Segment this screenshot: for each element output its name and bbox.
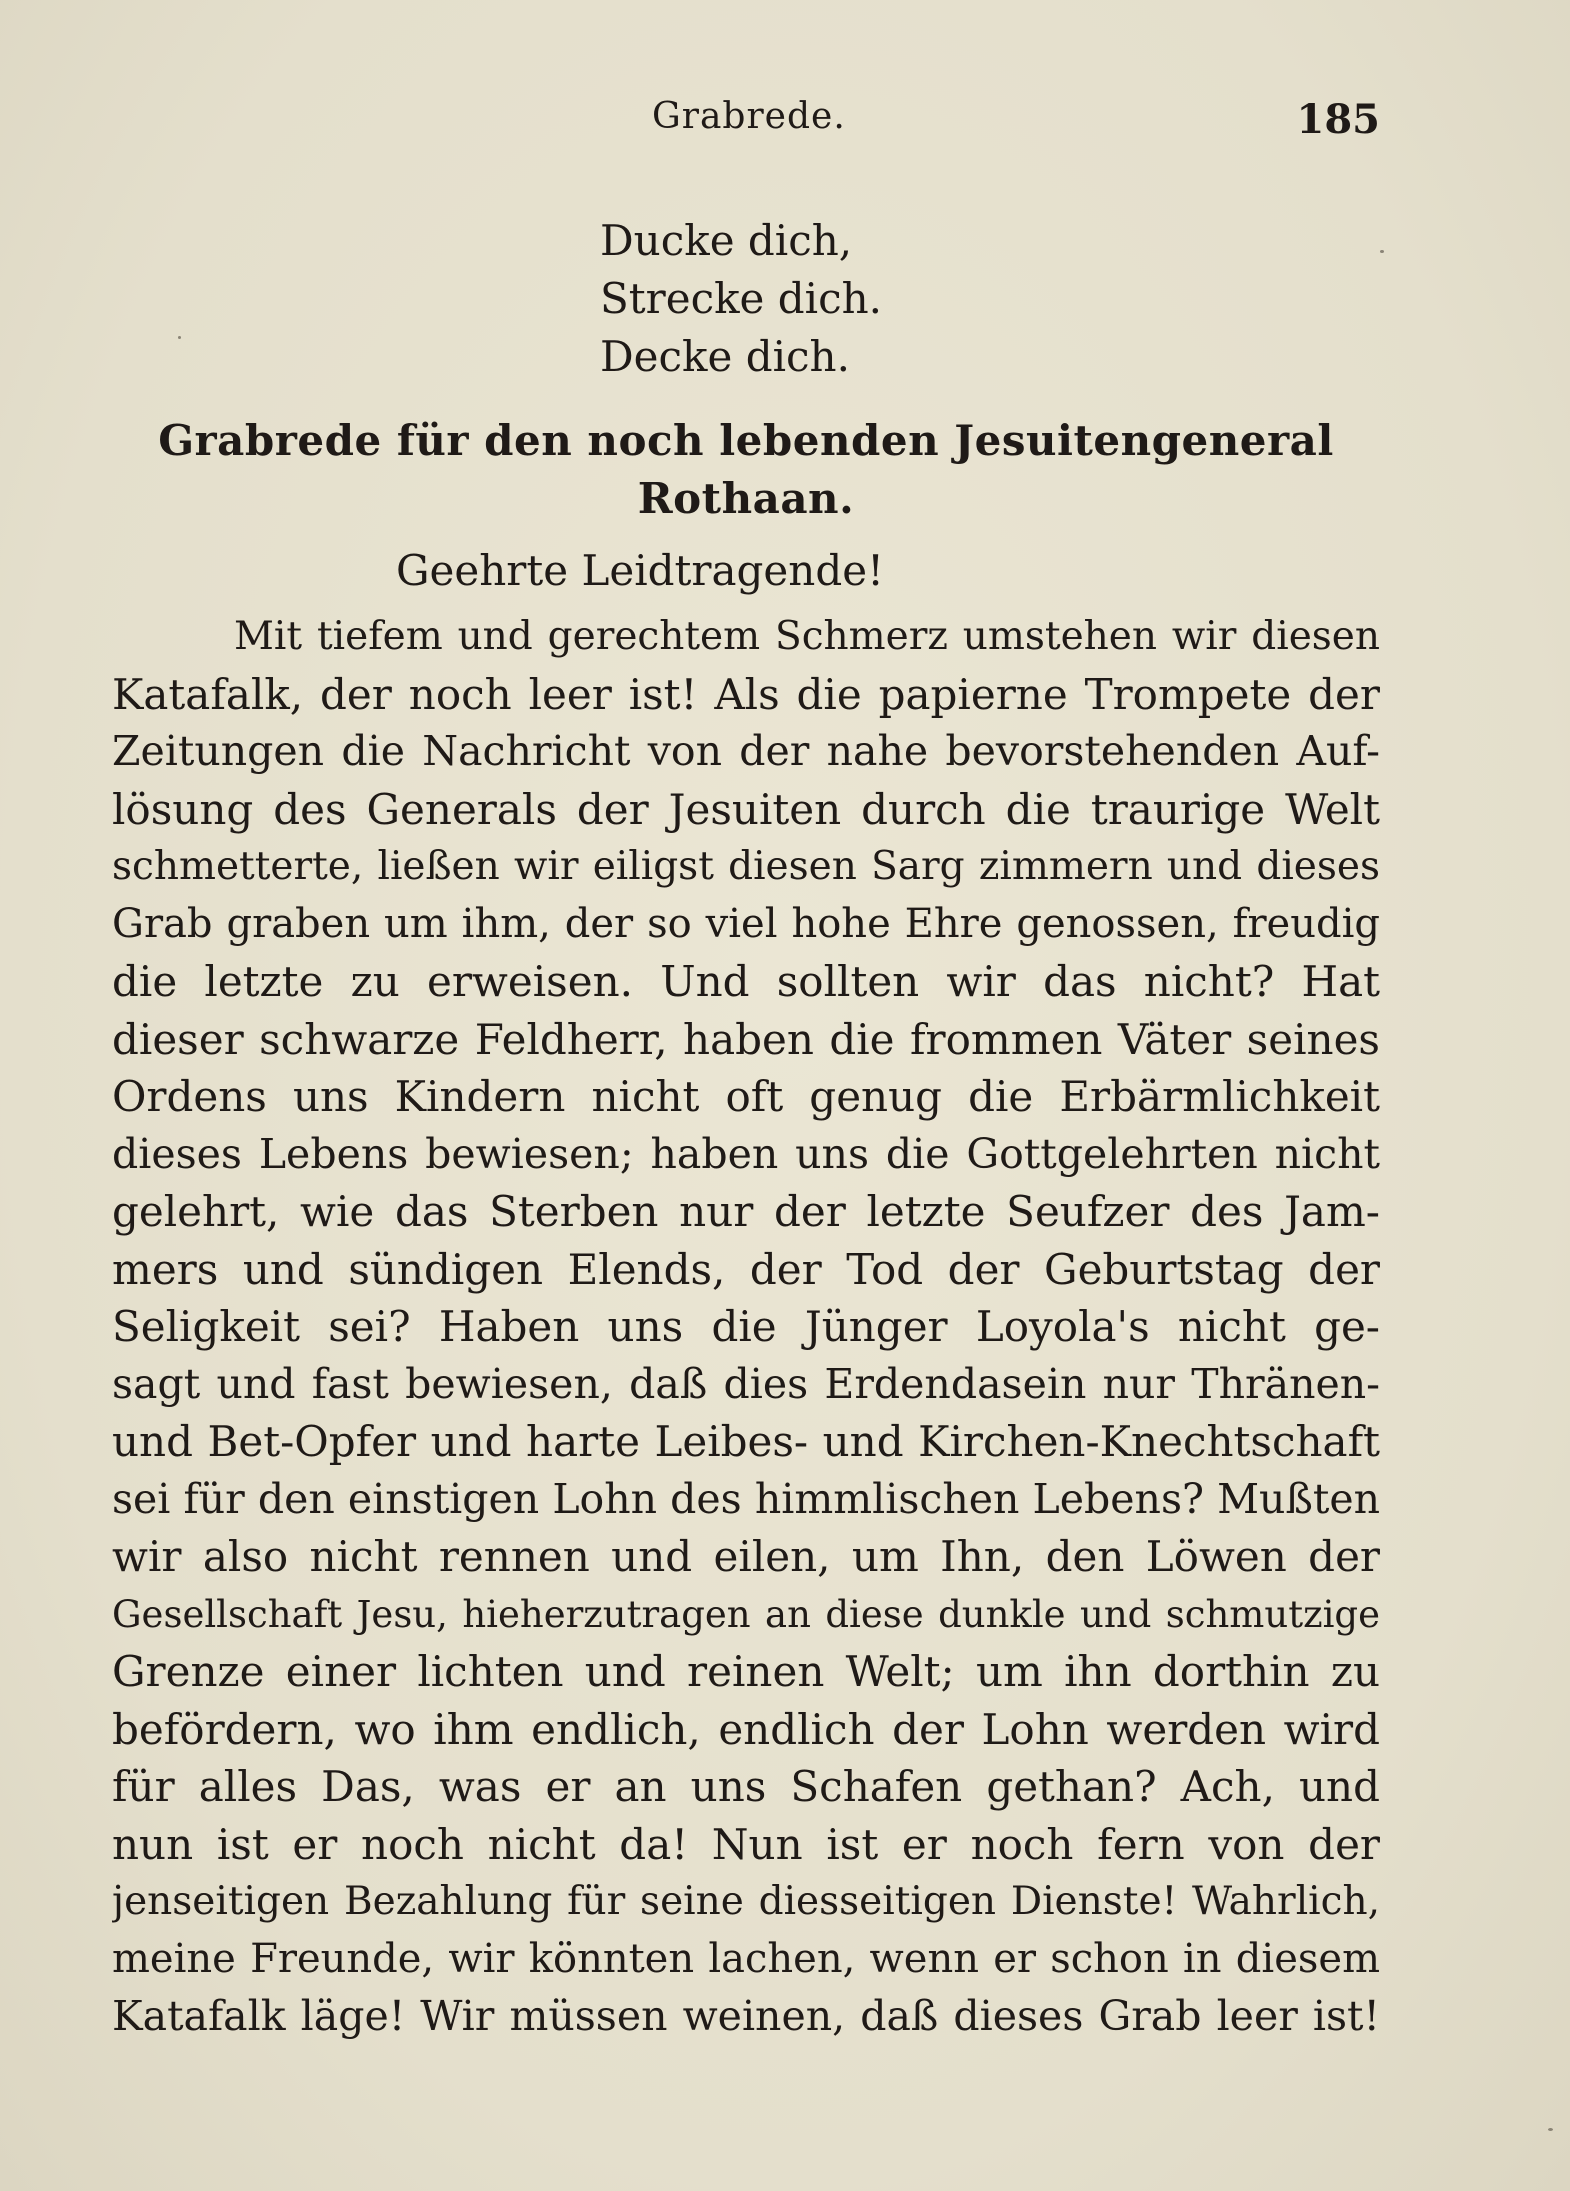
body-line: meine Freunde, wir könnten lachen, wenn er schon in diesem [112,1935,1380,1982]
paper-speck [1548,2128,1553,2131]
section-heading [112,412,1380,528]
body-line: jenseitigen Bezahlung für seine diesseitigen Dienste! Wahrlich, [112,1879,1380,1924]
body-line: sagt und fast bewiesen, daß dies Erdendasein nur Thränen- [112,1359,1380,1408]
body-line: schmetterte, ließen wir eiligst diesen Sarg zimmern und dieses [112,844,1380,889]
body-line: für alles Das, was er an uns Schafen gethan? Ach, und [112,1762,1380,1811]
salutation: Geehrte Leidtragende! [396,546,884,595]
body-line: sei für den einstigen Lohn des himmlischen Lebens? Mußten [112,1474,1380,1523]
page-number: 185 [1296,96,1380,143]
verse-line: Ducke dich, [600,216,853,265]
running-head-title: Grabrede. [652,96,846,137]
paper-speck [178,336,181,339]
body-line: Ordens uns Kindern nicht oft genug die Erbärmlichkeit [112,1072,1380,1121]
body-line: Katafalk läge! Wir müssen weinen, daß dieses Grab leer ist! [112,1992,1380,2040]
section-heading-line: Grabrede für den noch lebenden Jesuitengeneral [158,416,1334,465]
verse-block [600,212,882,386]
body-line: befördern, wo ihm endlich, endlich der Lohn werden wird [112,1704,1380,1754]
body-line: gelehrt, wie das Sterben nur der letzte Seufzer des Jam- [112,1187,1380,1236]
body-line: Grab graben um ihm, der so viel hohe Ehre genossen, freudig [112,900,1380,947]
running-head [112,96,1380,156]
body-line: Gesellschaft Jesu, hieherzutragen an diese dunkle und schmutzige [112,1592,1380,1636]
body-line: nun ist er noch nicht da! Nun ist er noch fern von der [112,1819,1380,1869]
paper-speck [1380,250,1384,253]
body-line: Seligkeit sei? Haben uns die Jünger Loyola's nicht ge- [112,1302,1380,1351]
section-heading-line: Rothaan. [637,474,855,523]
body-line: Katafalk, der noch leer ist! Als die papierne Trompete der [112,669,1380,719]
verse-line: Strecke dich. [600,274,883,323]
body-line: dieser schwarze Feldherr, haben die frommen Väter seines [112,1014,1380,1064]
body-line: und Bet-Opfer und harte Leibes- und Kirchen-Knechtschaft [112,1417,1380,1466]
body-line: lösung des Generals der Jesuiten durch die traurige Welt [112,784,1380,834]
body-line: Mit tiefem und gerechtem Schmerz umstehen wir diesen [234,614,1380,659]
body-line: Zeitungen die Nachricht von der nahe bevorstehenden Auf- [112,727,1380,775]
verse-line: Decke dich. [600,332,850,381]
body-line: wir also nicht rennen und eilen, um Ihn, den Löwen der [112,1532,1380,1581]
body-line: dieses Lebens bewiesen; haben uns die Gottgelehrten nicht [112,1129,1380,1178]
body-line: die letzte zu erweisen. Und sollten wir das nicht? Hat [112,957,1380,1006]
body-text [112,608,1380,2046]
body-line: Grenze einer lichten und reinen Welt; um ihn dorthin zu [112,1647,1380,1696]
body-line: mers und sündigen Elends, der Tod der Geburtstag der [112,1244,1380,1294]
